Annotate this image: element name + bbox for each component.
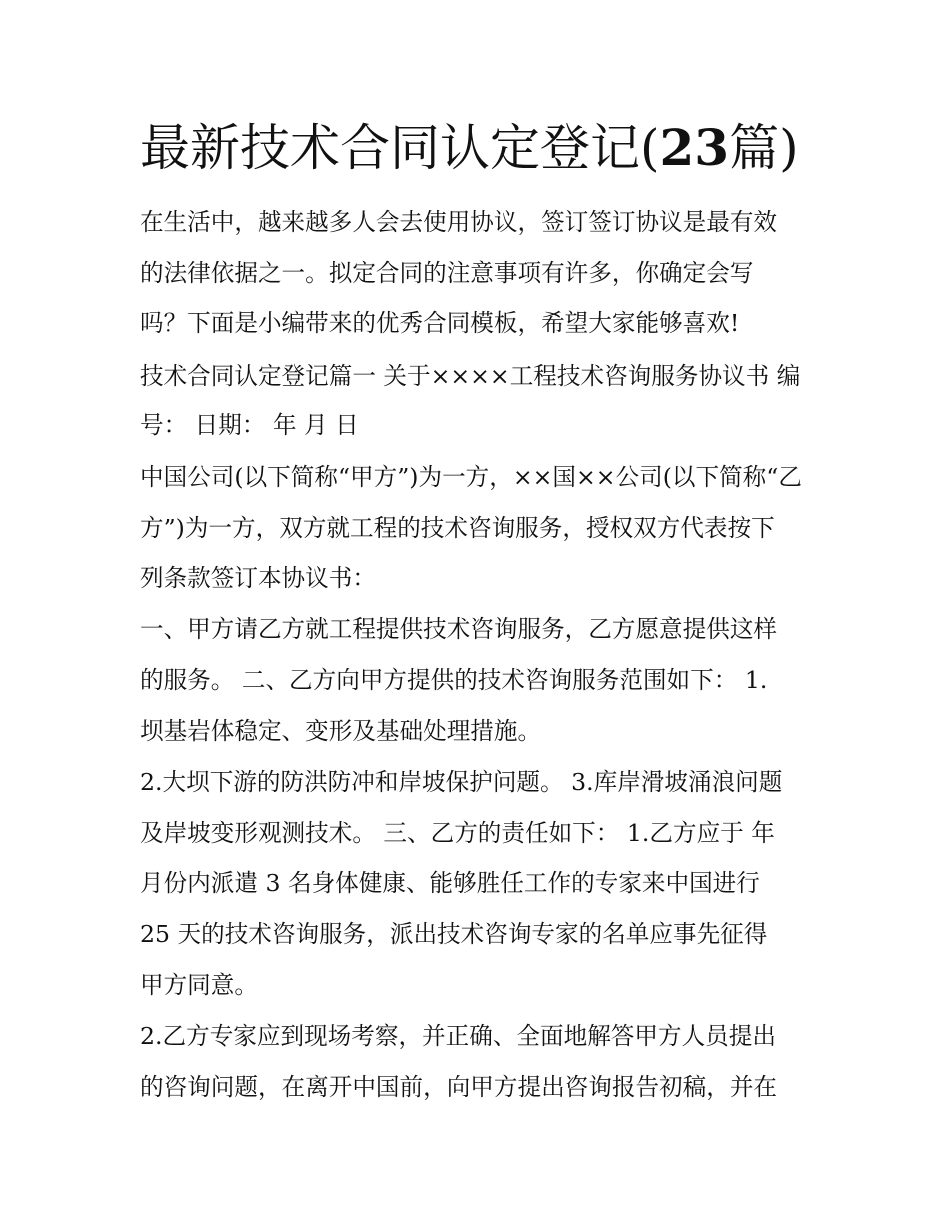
title-prefix: 最新技术合同认定登记( (140, 119, 660, 177)
body-line: 的服务。 二、乙方向甲方提供的技术咨询服务范围如下： 1. (140, 666, 768, 694)
body-line: 吗？下面是小编带来的优秀合同模板，希望大家能够喜欢! (140, 309, 740, 337)
body-line: 坝基岩体稳定、变形及基础处理措施。 (140, 717, 542, 745)
body-line: 在生活中，越来越多人会去使用协议，签订签订协议是最有效 (140, 208, 778, 236)
body-line: 25 天的技术咨询服务，派出技术咨询专家的名单应事先征得 (140, 920, 768, 948)
body-line: 2.大坝下游的防洪防冲和岸坡保护问题。 3.库岸滑坡涌浪问题 (140, 768, 783, 796)
body-line: 技术合同认定登记篇一 关于××××工程技术咨询服务协议书 编 (140, 362, 801, 390)
body-line: 的法律依据之一。拟定合同的注意事项有许多，你确定会写 (140, 259, 754, 287)
body-line: 2.乙方专家应到现场考察，并正确、全面地解答甲方人员提出 (140, 1022, 776, 1050)
title-number: 23 (659, 118, 730, 177)
body-line: 一、甲方请乙方就工程提供技术咨询服务，乙方愿意提供这样 (140, 615, 778, 643)
body-line: 及岸坡变形观测技术。 三、乙方的责任如下： 1.乙方应于 年 (140, 819, 775, 847)
body-line: 月份内派遣 3 名身体健康、能够胜任工作的专家来中国进行 (140, 869, 760, 897)
body-line: 中国公司(以下简称“甲方”)为一方，××国××公司(以下简称“乙 (140, 463, 802, 491)
body-line: 方”)为一方，双方就工程的技术咨询服务，授权双方代表按下 (140, 514, 775, 542)
body-line: 甲方同意。 (140, 971, 258, 999)
title-suffix: 篇) (729, 119, 799, 177)
body-line: 列条款签订本协议书： (140, 564, 376, 592)
body-line: 的咨询问题，在离开中国前，向甲方提出咨询报告初稿，并在 (140, 1073, 778, 1101)
body-line: 号： 日期： 年 月 日 (140, 411, 359, 439)
document-title (140, 118, 799, 178)
